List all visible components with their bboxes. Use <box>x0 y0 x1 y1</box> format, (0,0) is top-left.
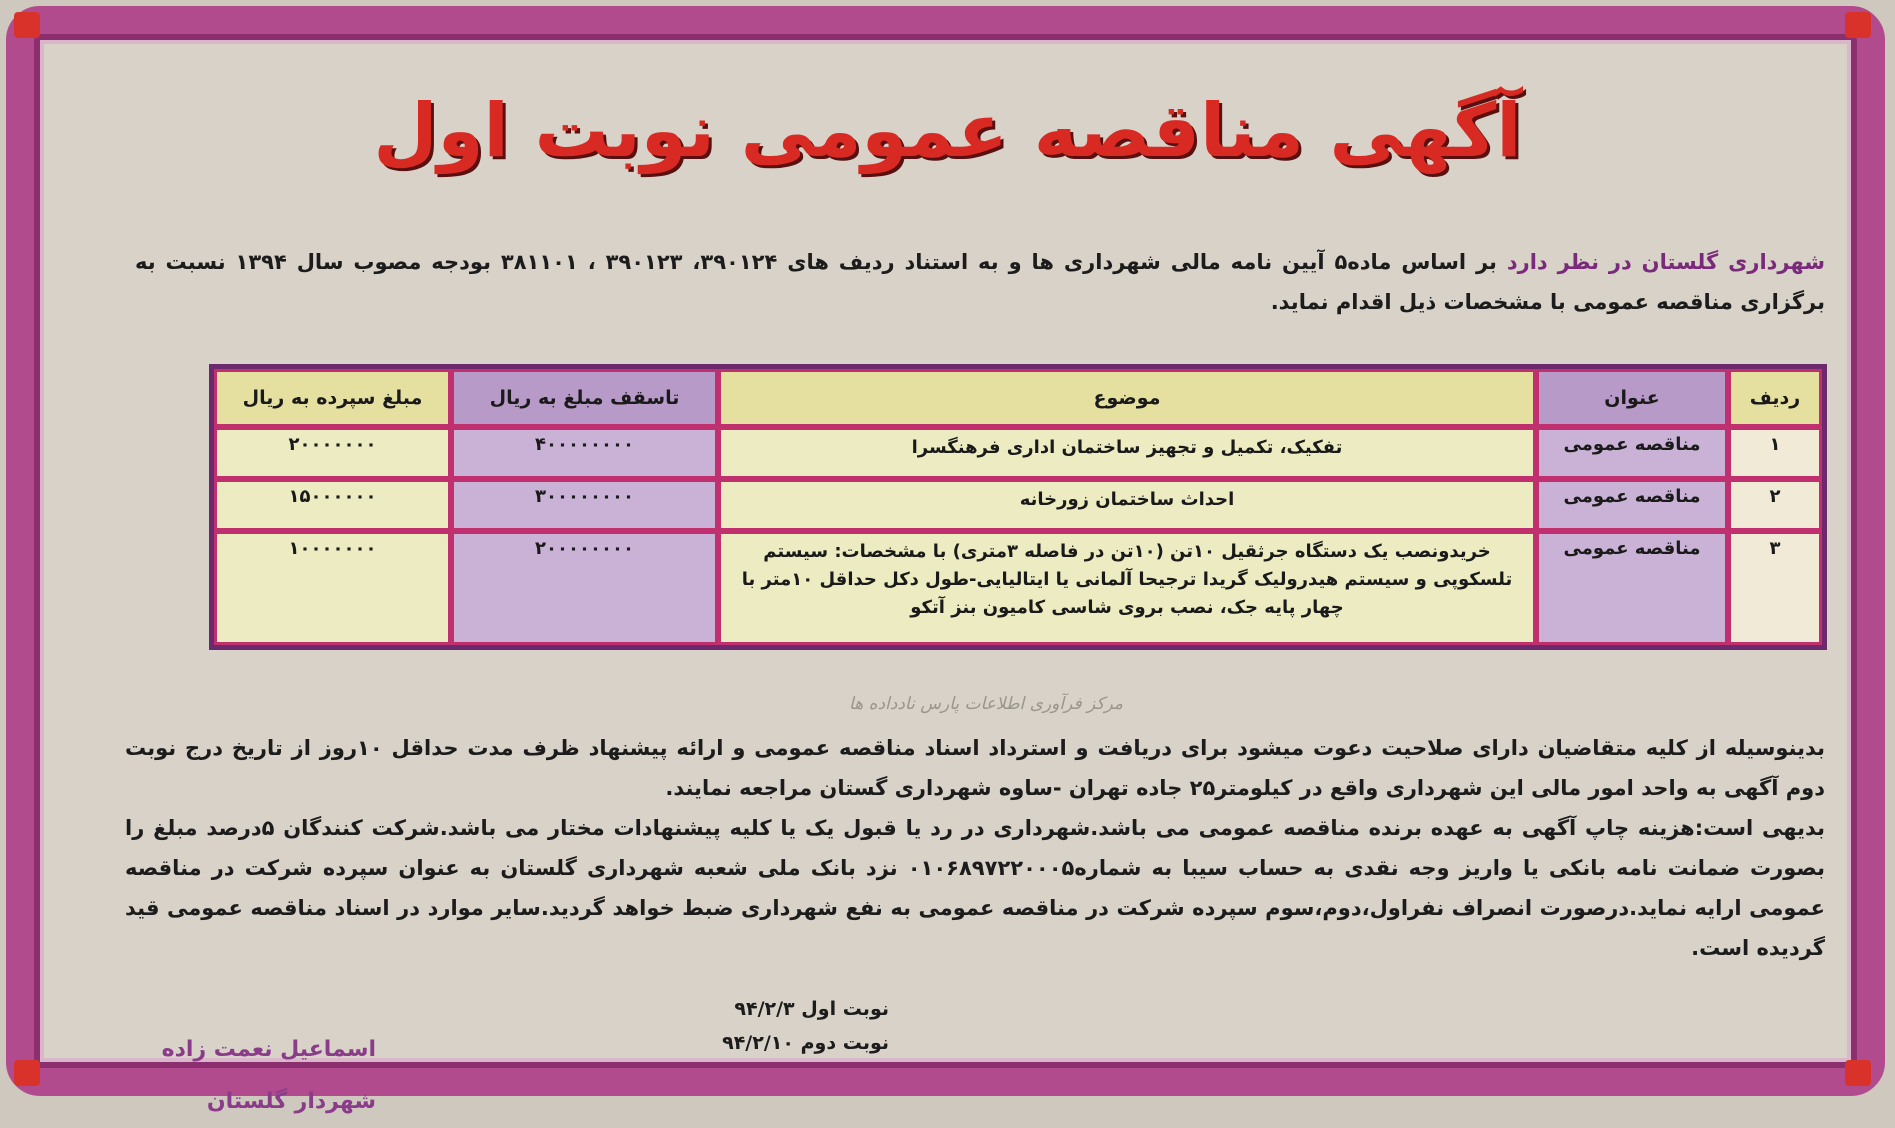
table-header-row <box>214 369 1822 427</box>
table-row <box>214 427 1822 479</box>
cell-cap-amount: ۴۰۰۰۰۰۰۰۰ <box>451 427 718 479</box>
body-paragraph: بدینوسیله از کلیه متقاضیان دارای صلاحیت دعوت میشود برای دریافت و استرداد اسناد مناقصه عمومی و ارائه پیشنهاد ظرف مدت حداقل ۱۰روز از تاریخ درج نوبت دوم آگهی به واحد امور مالی این شهرداری واقع در کیلومتر۲۵ جاده تهران -ساوه شهرداری گستان مراجعه نمایند. <box>125 736 1826 800</box>
first-publication-date: نوبت اول ۹۴/۲/۳ <box>734 998 889 1020</box>
cell-row-number: ۲ <box>1728 479 1822 531</box>
cell-deposit-amount: ۱۵۰۰۰۰۰۰ <box>214 479 451 531</box>
watermark-text: مرکز فرآوری اطلاعات پارس نادداده ها <box>849 694 1123 714</box>
intro-organization: شهرداری گلستان در نظر دارد <box>1506 250 1826 274</box>
cell-cap-amount: ۳۰۰۰۰۰۰۰۰ <box>451 479 718 531</box>
corner-mark <box>1845 12 1871 38</box>
table-row <box>214 479 1822 531</box>
body-text <box>125 728 1825 968</box>
ad-content <box>46 42 1849 1114</box>
corner-mark <box>14 12 40 38</box>
cell-subject: احداث ساختمان زورخانه <box>718 479 1536 531</box>
signer-name: اسماعیل نعمت زاده <box>161 1037 376 1062</box>
signer-role: شهردار گلستان <box>206 1089 376 1114</box>
publication-dates <box>669 992 889 1060</box>
cell-cap-amount: ۲۰۰۰۰۰۰۰۰ <box>451 531 718 645</box>
cell-subject: تفکیک، تکمیل و تجهیز ساختمان اداری فرهنگسرا <box>718 427 1536 479</box>
ad-title: آگهی مناقصه عمومی نوبت اول <box>373 88 1522 174</box>
cell-title: مناقصه عمومی <box>1536 531 1728 645</box>
header-title: عنوان <box>1536 369 1728 427</box>
cell-title: مناقصه عمومی <box>1536 427 1728 479</box>
cell-row-number: ۳ <box>1728 531 1822 645</box>
table-row <box>214 531 1822 645</box>
cell-row-number: ۱ <box>1728 427 1822 479</box>
signature-block <box>136 1024 376 1128</box>
corner-mark <box>14 1060 40 1086</box>
cell-subject: خریدونصب یک دستگاه جرثقیل ۱۰تن (۱۰تن در فاصله ۳متری) با مشخصات: سیستم تلسکوپی و سیستم هیدرولیک گریدا ترجیحا آلمانی یا ایتالیایی-طول دکل حداقل ۱۰متر با چهار پایه جک، نصب بروی شاسی کامیون بنز آتکو <box>718 531 1536 645</box>
tender-table <box>209 364 1827 650</box>
body-paragraph: بدیهی است:هزینه چاپ آگهی به عهده برنده مناقصه عمومی می باشد.شهرداری در رد یا قبول یک یا کلیه پیشنهادات مختار می باشد.شرکت کنندگان ۵درصد مبلغ را بصورت ضمانت نامه بانکی یا واریز وجه نقدی به حساب سیبا به شماره۰۱۰۶۸۹۷۲۲۰۰۰۵ نزد بانک ملی شعبه شهرداری گلستان به عنوان سپرده شرکت در مناقصه عمومی ارایه نماید.درصورت انصراف نفراول،دوم،سوم سپرده شرکت در مناقصه عمومی به نفع شهرداری ضبط خواهد گردید.سایر موارد در اسناد مناقصه عمومی قید گردیده است. <box>125 816 1825 960</box>
intro-paragraph <box>135 242 1825 322</box>
header-subject: موضوع <box>718 369 1536 427</box>
second-publication-date: نوبت دوم ۹۴/۲/۱۰ <box>722 1032 889 1054</box>
header-row-number: ردیف <box>1728 369 1822 427</box>
intro-text: بر اساس ماده۵ آیین نامه مالی شهرداری ها و به استناد ردیف های ۳۹۰۱۲۴، ۳۹۰۱۲۳ ، ۳۸۱۱۰۱ بودجه مصوب سال ۱۳۹۴ نسبت به برگزاری مناقصه عمومی با مشخصات ذیل اقدام نماید. <box>135 250 1825 314</box>
cell-title: مناقصه عمومی <box>1536 479 1728 531</box>
cell-deposit-amount: ۱۰۰۰۰۰۰۰ <box>214 531 451 645</box>
header-cap-amount: تاسقف مبلغ به ریال <box>451 369 718 427</box>
header-deposit-amount: مبلغ سپرده به ریال <box>214 369 451 427</box>
cell-deposit-amount: ۲۰۰۰۰۰۰۰ <box>214 427 451 479</box>
